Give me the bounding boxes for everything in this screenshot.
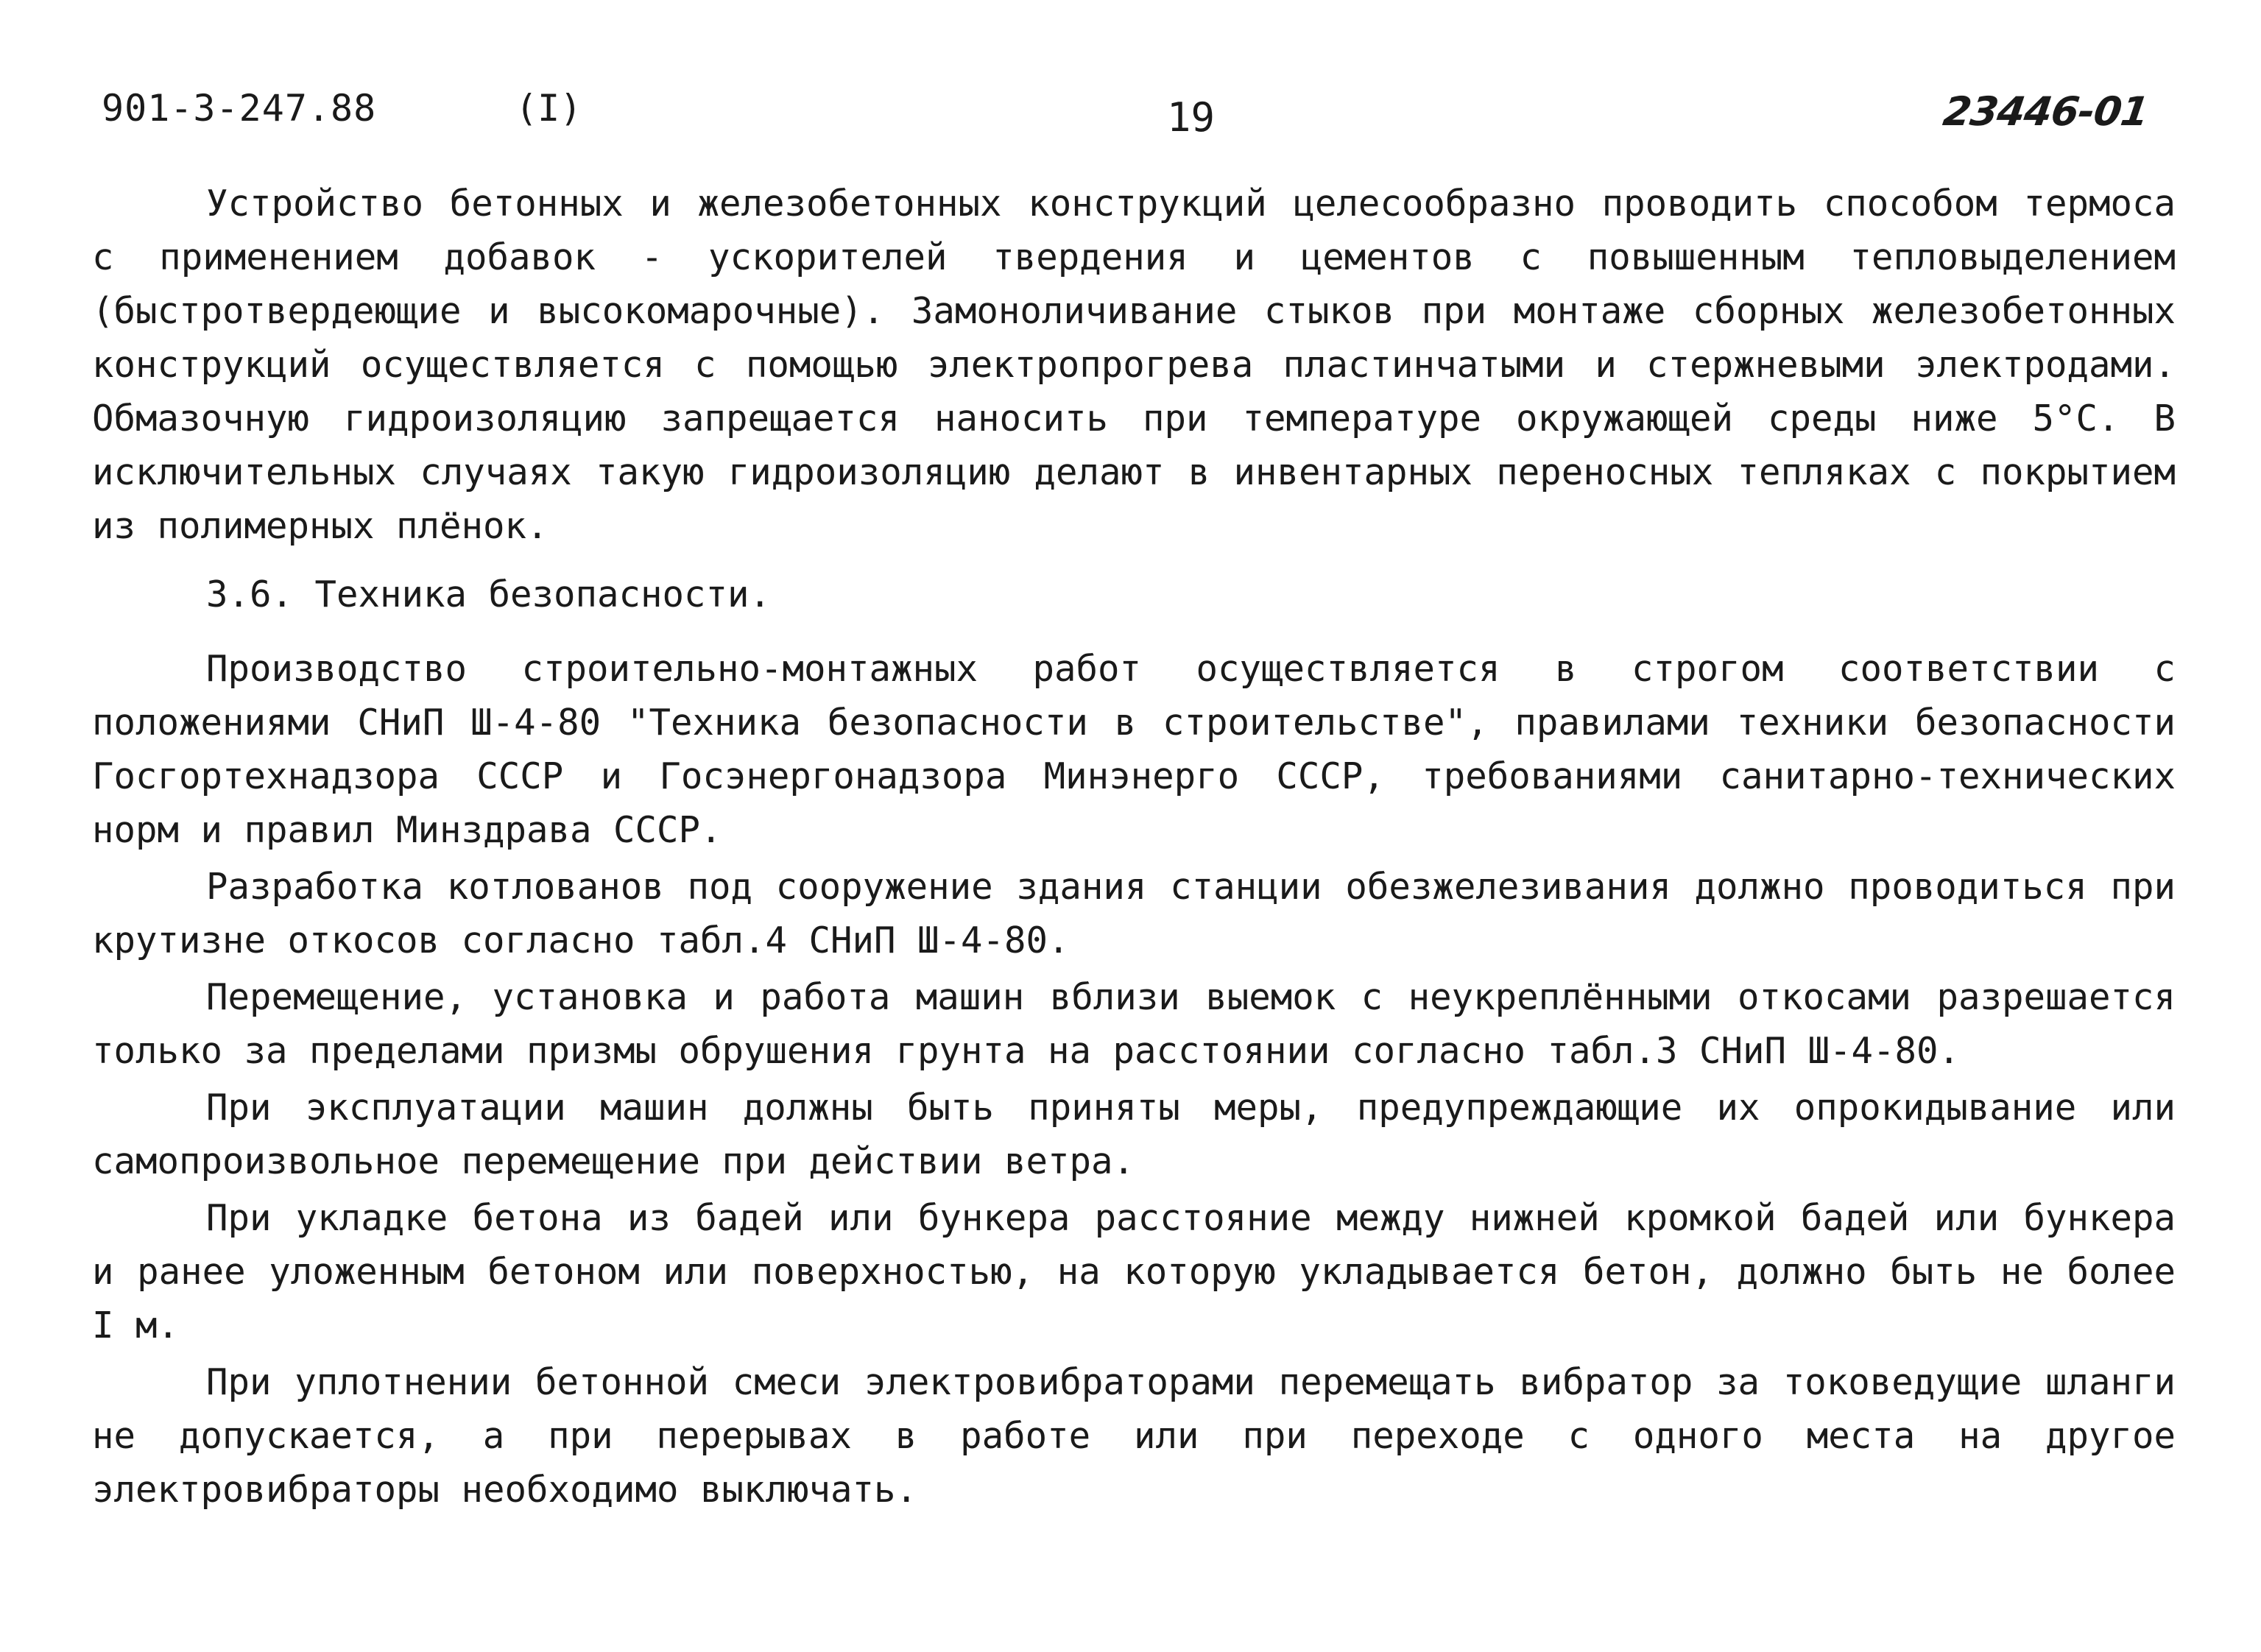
document-part: (I): [515, 87, 582, 130]
paragraph-machine-wind: При эксплуатации машин должны быть приняты меры, предупреждающие их опрокидывание или самопроизвольное перемещение при действии ветра.: [92, 1087, 2176, 1182]
handwritten-reference-number: 23446-01: [1940, 88, 2151, 135]
page-header: [0, 87, 2261, 146]
document-body: [92, 177, 2176, 1519]
section-heading-safety: 3.6. Техника безопасности.: [206, 573, 772, 615]
document-code: 901-3-247.88: [102, 87, 377, 130]
paragraph-regulations: Производство строительно-монтажных работ осуществляется в строгом соответствии с положениями СНиП Ш-4-80 "Техника безопасности в строительстве", правилами техники безопасности Госгортехнадзора СССР и Госэнергонадзора Минэнерго СССР, требованиями санитарно-технических норм и правил Минздрава СССР.: [92, 648, 2176, 851]
page-number: 19: [1167, 94, 1216, 141]
paragraph-concrete-placing: При укладке бетона из бадей или бункера расстояние между нижней кромкой бадей или бункера и ранее уложенным бетоном или поверхностью, на которую укладывается бетон, должно быть не более I м.: [92, 1197, 2176, 1346]
paragraph-excavation-slopes: Разработка котлованов под сооружение здания станции обезжелезивания должно проводиться при крутизне откосов согласно табл.4 СНиП Ш-4-80.: [92, 866, 2176, 961]
paragraph-machine-movement: Перемещение, установка и работа машин вблизи выемок с неукреплёнными откосами разрешается только за пределами призмы обрушения грунта на расстоянии согласно табл.3 СНиП Ш-4-80.: [92, 976, 2176, 1072]
paragraph-vibrators: При уплотнении бетонной смеси электровибраторами перемещать вибратор за токоведущие шланги не допускается, а при перерывах в работе или при переходе с одного места на другое электровибраторы необходимо выключать.: [92, 1361, 2176, 1511]
paragraph-concrete-works: Устройство бетонных и железобетонных конструкций целесообразно проводить способом термоса с применением добавок - ускорителей твердения и цементов с повышенным тепловыделением (быстротвердеющие и высокомарочные). Замоноличивание стыков при монтаже сборных железобетонных конструкций осуществляется с помощью электропрогрева пластинчатыми и стержневыми электродами. Обмазочную гидроизоляцию запрещается наносить при температуре окружающей среды ниже 5°С. В исключительных случаях такую гидроизоляцию делают в инвентарных переносных тепляках с покрытием из полимерных плёнок.: [92, 183, 2176, 547]
